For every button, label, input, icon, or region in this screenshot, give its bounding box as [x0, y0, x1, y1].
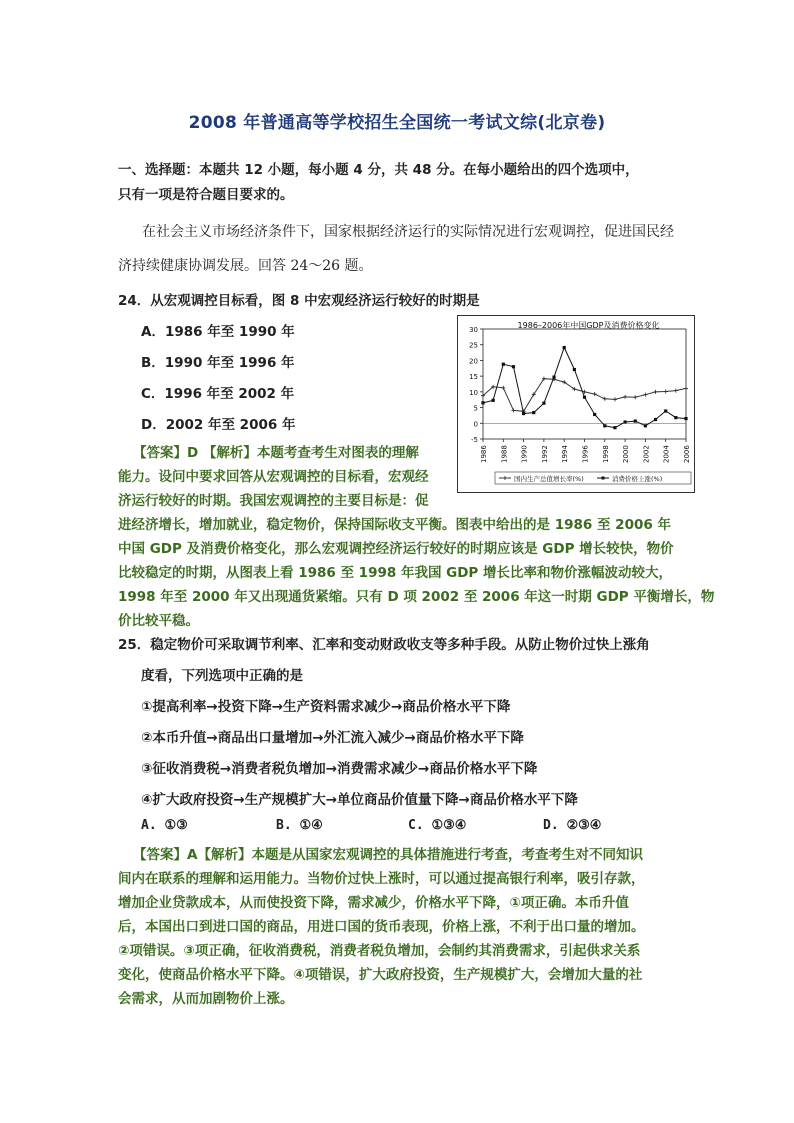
- q25-answer-line-2: 间内在联系的理解和运用能力。当物价过快上涨时，可以通过提高银行利率，吸引存款，: [118, 871, 645, 887]
- q25-answer-line-1: 【答案】A【解析】本题是从国家宏观调控的具体措施进行考查，考查考生对不同知识: [133, 847, 643, 863]
- cpi-point: [552, 375, 555, 378]
- q24-answer-line-1: 【答案】D 【解析】本题考查考生对图表的理解: [133, 445, 419, 461]
- x-tick-label: 2002: [642, 445, 651, 463]
- q24-answer-line-2: 能力。设问中要求回答从宏观调控的目标看，宏观经: [118, 469, 429, 485]
- cpi-point: [512, 365, 515, 368]
- y-tick-label: -5: [471, 436, 478, 444]
- q25-answer-line-6: 变化，使商品价格水平下降。④项错误，扩大政府投资，生产规模扩大，会增加大量的社: [118, 967, 643, 983]
- y-tick-label: 10: [469, 388, 478, 397]
- q25-choice-d: D. ②③④: [543, 818, 602, 833]
- q25-stem-line-1: 25．稳定物价可采取调节利率、汇率和变动财政收支等多种手段。从防止物价过快上涨角: [118, 637, 650, 653]
- cpi-point: [481, 401, 484, 404]
- q25-stem-line-2: 度看，下列选项中正确的是: [141, 668, 303, 684]
- page-title: 2008 年普通高等学校招生全国统一考试文综(北京卷): [188, 113, 606, 133]
- q24-answer-line-3: 济运行较好的时期。我国宏观调控的主要目标是：促: [118, 493, 429, 509]
- q24-option-d: D．2002 年至 2006 年: [141, 417, 296, 433]
- q24-answer-line-8: 价比较平稳。: [118, 613, 199, 629]
- y-tick-label: 20: [469, 357, 478, 366]
- cpi-point: [613, 426, 616, 429]
- section-heading-line-1: 一、选择题：本题共 12 小题，每小题 4 分，共 48 分。在每小题给出的四个选项中，: [118, 162, 639, 178]
- cpi-point: [492, 399, 495, 402]
- x-tick-label: 1986: [480, 445, 488, 463]
- legend-cpi-marker: [602, 477, 605, 480]
- cpi-point: [624, 420, 627, 423]
- cpi-point: [674, 416, 677, 419]
- intro-line-1: 在社会主义市场经济条件下，国家根据经济运行的实际情况进行宏观调控，促进国民经: [142, 224, 674, 240]
- intro-line-2: 济持续健康协调发展。回答 24～26 题。: [118, 258, 373, 274]
- q24-stem: 24．从宏观调控目标看，图 8 中宏观经济运行较好的时期是: [118, 293, 480, 309]
- x-tick-label: 1994: [561, 445, 570, 463]
- y-tick-label: 0: [473, 420, 478, 429]
- y-tick-label: 25: [469, 341, 478, 350]
- x-tick-label: 1992: [540, 445, 549, 463]
- q24-answer-line-4: 进经济增长，增加就业，稳定物价，保持国际收支平衡。图表中给出的是 1986 至 2006 年: [118, 517, 671, 533]
- cpi-point: [542, 402, 545, 405]
- cpi-point: [502, 363, 505, 366]
- legend-cpi-label: 消费价格上涨(%): [612, 475, 663, 483]
- x-tick-label: 1998: [601, 445, 610, 463]
- cpi-point: [583, 396, 586, 399]
- cpi-point: [522, 412, 525, 415]
- cpi-point: [532, 411, 535, 414]
- x-tick-label: 1996: [581, 445, 590, 463]
- cpi-point: [593, 413, 596, 416]
- q25-item-1: ①提高利率→投资下降→生产资料需求减少→商品价格水平下降: [141, 699, 511, 715]
- x-tick-label: 1988: [500, 445, 509, 463]
- section-heading-line-2: 只有一项是符合题目要求的。: [118, 187, 294, 203]
- y-tick-label: 30: [469, 326, 478, 334]
- q24-answer-line-5: 中国 GDP 及消费价格变化，那么宏观调控经济运行较好的时期应该是 GDP 增长较快，物价: [118, 541, 674, 557]
- x-tick-label: 2004: [662, 445, 671, 463]
- q25-answer-line-7: 会需求，从而加剧物价上涨。: [118, 991, 294, 1007]
- q25-item-4: ④扩大政府投资→生产规模扩大→单位商品价值量下降→商品价格水平下降: [141, 792, 578, 808]
- cpi-point: [684, 417, 687, 420]
- q24-answer-line-6: 比较稳定的时期，从图表上看 1986 至 1998 年我国 GDP 增长比率和物价涨幅波动较大，: [118, 565, 673, 581]
- q25-choice-b: B. ①④: [276, 818, 323, 833]
- q25-answer-line-3: 增加企业贷款成本，从而使投资下降，需求减少，价格水平下降，①项正确。本币升值: [118, 895, 629, 911]
- q25-answer-line-5: ②项错误。③项正确，征收消费税，消费者税负增加，会制约其消费需求，引起供求关系: [118, 943, 641, 959]
- cpi-point: [603, 424, 606, 427]
- gdp-cpi-line-chart: [457, 315, 695, 493]
- chart-frame: [458, 316, 695, 493]
- q24-option-a: A．1986 年至 1990 年: [141, 324, 295, 340]
- x-tick-label: 2000: [622, 445, 631, 463]
- cpi-point: [563, 346, 566, 349]
- y-tick-label: 15: [469, 373, 478, 382]
- q24-answer-line-7: 1998 年至 2000 年又出现通货紧缩。只有 D 项 2002 至 2006 年这一时期 GDP 平衡增长，物: [118, 589, 715, 605]
- q24-option-c: C．1996 年至 2002 年: [141, 386, 295, 402]
- x-tick-label: 1990: [520, 445, 529, 463]
- y-tick-label: 5: [473, 404, 478, 413]
- q25-answer-line-4: 后，本国出口到进口国的商品，用进口国的货币表现，价格上涨，不利于出口量的增加。: [118, 919, 645, 935]
- q25-item-2: ②本币升值→商品出口量增加→外汇流入减少→商品价格水平下降: [141, 730, 524, 746]
- cpi-point: [573, 368, 576, 371]
- q25-choice-c: C. ①③④: [408, 818, 467, 833]
- q24-option-b: B．1990 年至 1996 年: [141, 355, 295, 371]
- chart-title: 1986–2006年中国GDP及消费价格变化: [517, 321, 660, 330]
- legend-gdp-label: 国内生产总值增长率(%): [514, 475, 584, 483]
- cpi-point: [644, 424, 647, 427]
- cpi-point: [634, 419, 637, 422]
- q25-choice-a: A. ①③: [141, 818, 188, 833]
- cpi-point: [654, 418, 657, 421]
- cpi-point: [664, 409, 667, 412]
- q25-item-3: ③征收消费税→消费者税负增加→消费需求减少→商品价格水平下降: [141, 761, 538, 777]
- x-tick-label: 2006: [683, 445, 691, 463]
